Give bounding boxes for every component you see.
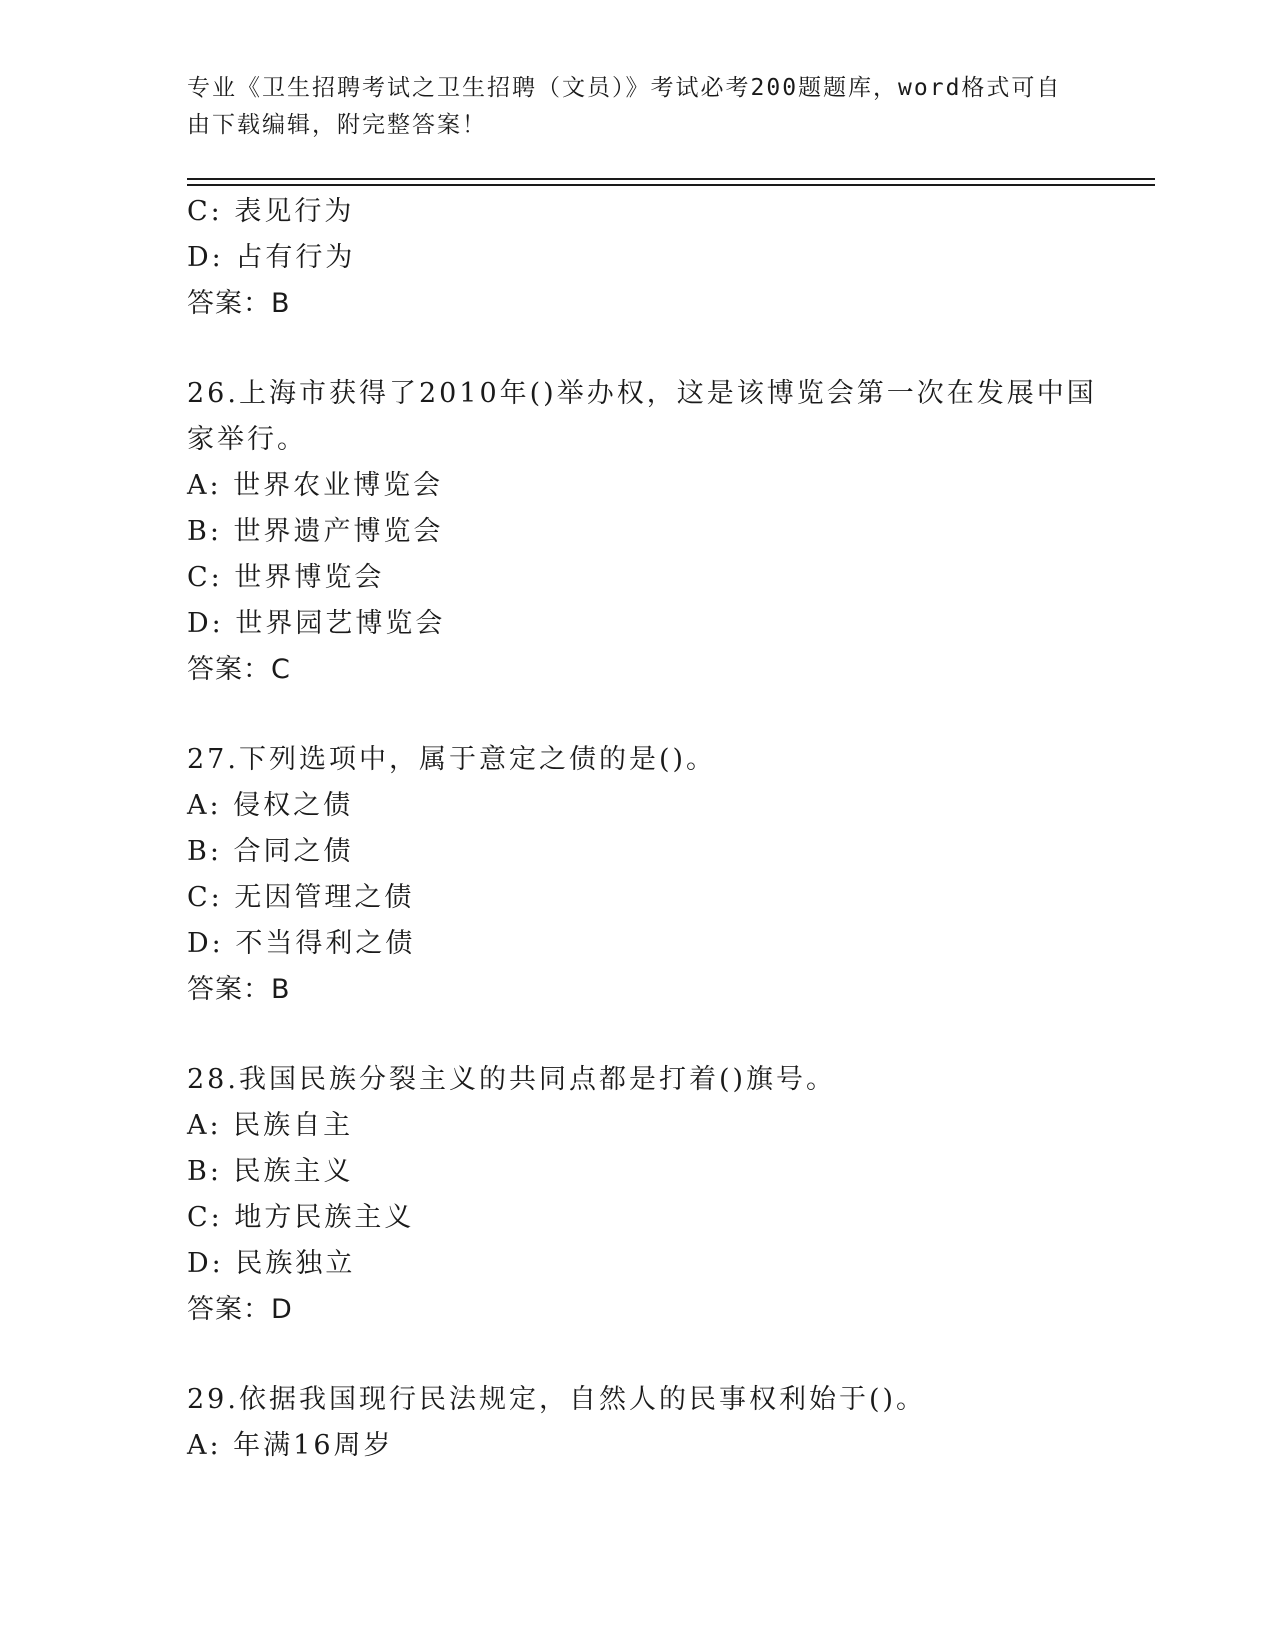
spacer	[187, 1333, 1087, 1377]
spacer	[187, 693, 1087, 737]
spacer	[187, 1013, 1087, 1057]
answer-line: 答案：C	[187, 654, 291, 685]
option-b: B: 民族主义	[187, 1156, 354, 1187]
question-stem: 27.下列选项中，属于意定之债的是()。	[187, 744, 717, 775]
answer-line: 答案：B	[187, 974, 291, 1005]
question-stem: 29.依据我国现行民法规定，自然人的民事权利始于()。	[187, 1384, 927, 1415]
question-26	[187, 371, 1097, 693]
question-stem: 26.上海市获得了2010年()举办权，这是该博览会第一次在发展中国	[187, 378, 1097, 409]
header-line-1: 专业《卫生招聘考试之卫生招聘（文员）》考试必考200题题库，word格式可自	[187, 75, 1062, 101]
option-b: B: 世界遗产博览会	[187, 516, 444, 547]
header-divider-top	[187, 178, 1155, 180]
option-d: D: 不当得利之债	[187, 928, 416, 959]
option-d: D: 占有行为	[187, 242, 356, 273]
answer-line: 答案：B	[187, 288, 291, 319]
header-line-2: 由下载编辑，附完整答案！	[187, 112, 487, 138]
question-list	[187, 189, 1097, 1469]
option-a: A: 民族自主	[187, 1110, 354, 1141]
option-b: B: 合同之债	[187, 836, 354, 867]
answer-line: 答案：D	[187, 1294, 293, 1325]
question-29	[187, 1377, 1087, 1469]
question-stem: 28.我国民族分裂主义的共同点都是打着()旗号。	[187, 1064, 837, 1095]
option-c: C: 世界博览会	[187, 562, 385, 593]
option-a: A: 世界农业博览会	[187, 470, 444, 501]
option-c: C: 表见行为	[187, 196, 355, 227]
question-28	[187, 1057, 1087, 1333]
spacer	[187, 327, 1087, 371]
option-a: A: 侵权之债	[187, 790, 354, 821]
document-header	[187, 70, 1067, 144]
option-a: A: 年满16周岁	[187, 1430, 394, 1461]
question-27	[187, 737, 1087, 1013]
question-stem-continued: 家举行。	[187, 424, 307, 455]
question-25-tail	[187, 189, 1087, 327]
option-c: C: 无因管理之债	[187, 882, 415, 913]
option-d: D: 民族独立	[187, 1248, 356, 1279]
header-divider-bottom	[187, 184, 1155, 186]
option-c: C: 地方民族主义	[187, 1202, 415, 1233]
option-d: D: 世界园艺博览会	[187, 608, 446, 639]
